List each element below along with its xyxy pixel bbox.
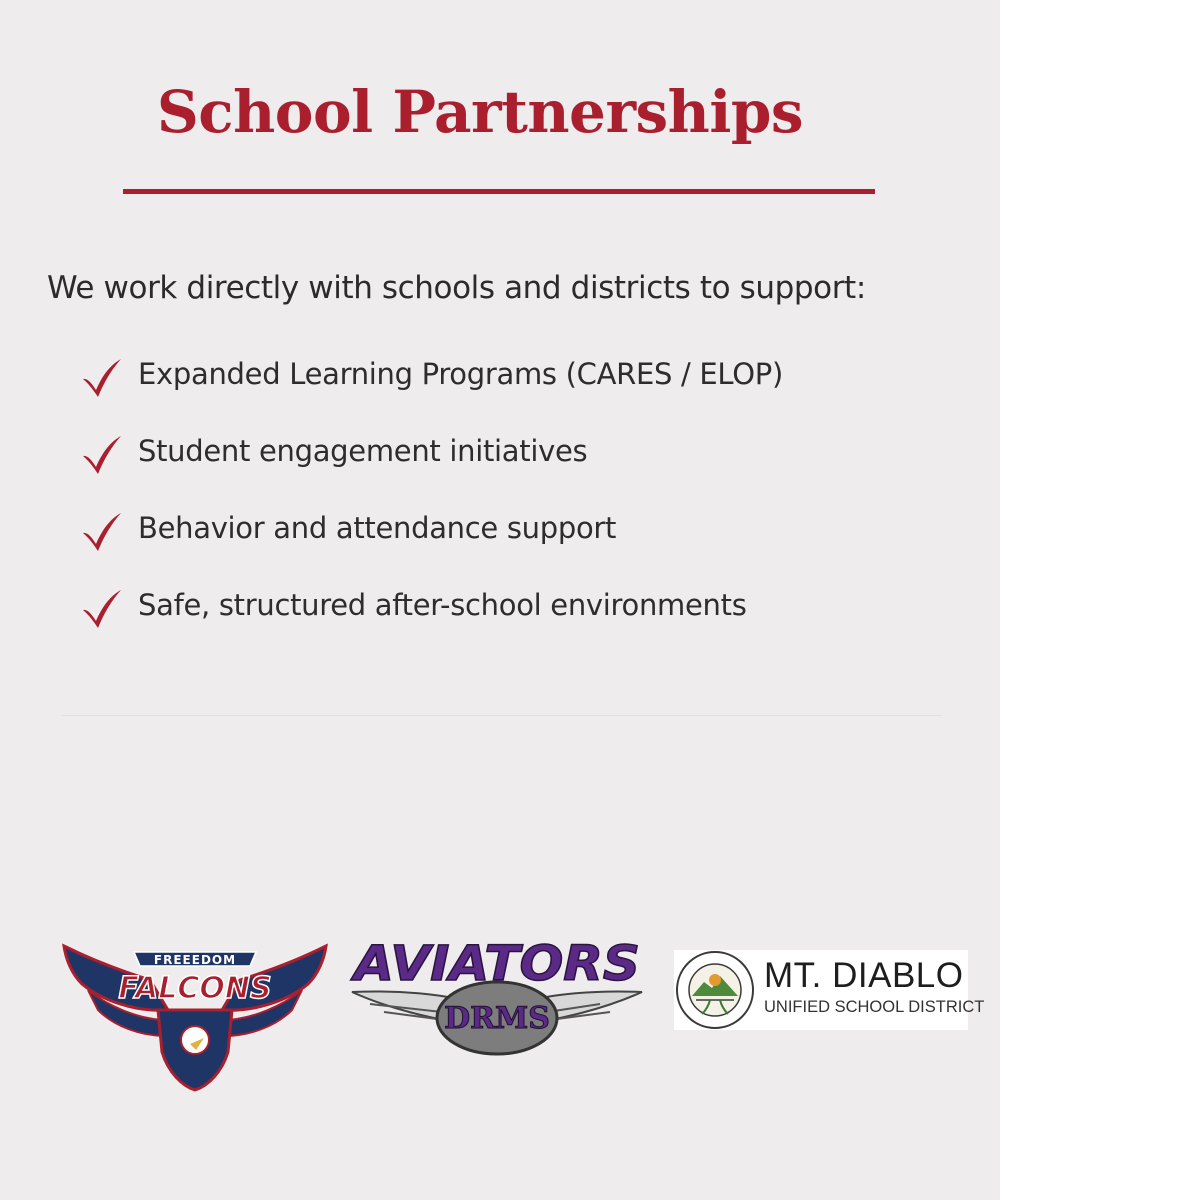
freedom-falcons-logo bbox=[58, 940, 332, 1092]
list-item-label: Expanded Learning Programs (CARES / ELOP) bbox=[138, 357, 783, 391]
aviators-badge-text: DRMS bbox=[444, 1001, 550, 1036]
mt-diablo-logo bbox=[674, 950, 985, 1030]
list-item bbox=[80, 429, 783, 506]
checkmark-icon bbox=[80, 510, 124, 554]
checkmark-icon bbox=[80, 587, 124, 631]
section-divider bbox=[62, 715, 942, 716]
checkmark-icon bbox=[80, 356, 124, 400]
list-item bbox=[80, 506, 783, 583]
intro-text: We work directly with schools and districts to support: bbox=[47, 270, 866, 306]
list-item-label: Student engagement initiatives bbox=[138, 434, 588, 468]
falcons-main-text: FALCONS bbox=[118, 971, 272, 1006]
list-item-label: Behavior and attendance support bbox=[138, 511, 617, 545]
checkmark-icon bbox=[80, 433, 124, 477]
page-title: School Partnerships bbox=[156, 78, 804, 146]
aviators-logo bbox=[348, 934, 646, 1060]
list-item-label: Safe, structured after-school environments bbox=[138, 588, 747, 622]
title-underline bbox=[123, 189, 875, 194]
falcons-top-text: FREEEDOM bbox=[153, 953, 237, 967]
district-seal-icon bbox=[674, 950, 756, 1032]
district-subtitle: UNIFIED SCHOOL DISTRICT bbox=[764, 998, 985, 1016]
aviators-main-text: AVIATORS bbox=[349, 936, 640, 992]
list-item bbox=[80, 583, 783, 660]
district-title: MT. DIABLO bbox=[764, 956, 964, 995]
support-list bbox=[80, 352, 783, 660]
list-item bbox=[80, 352, 783, 429]
